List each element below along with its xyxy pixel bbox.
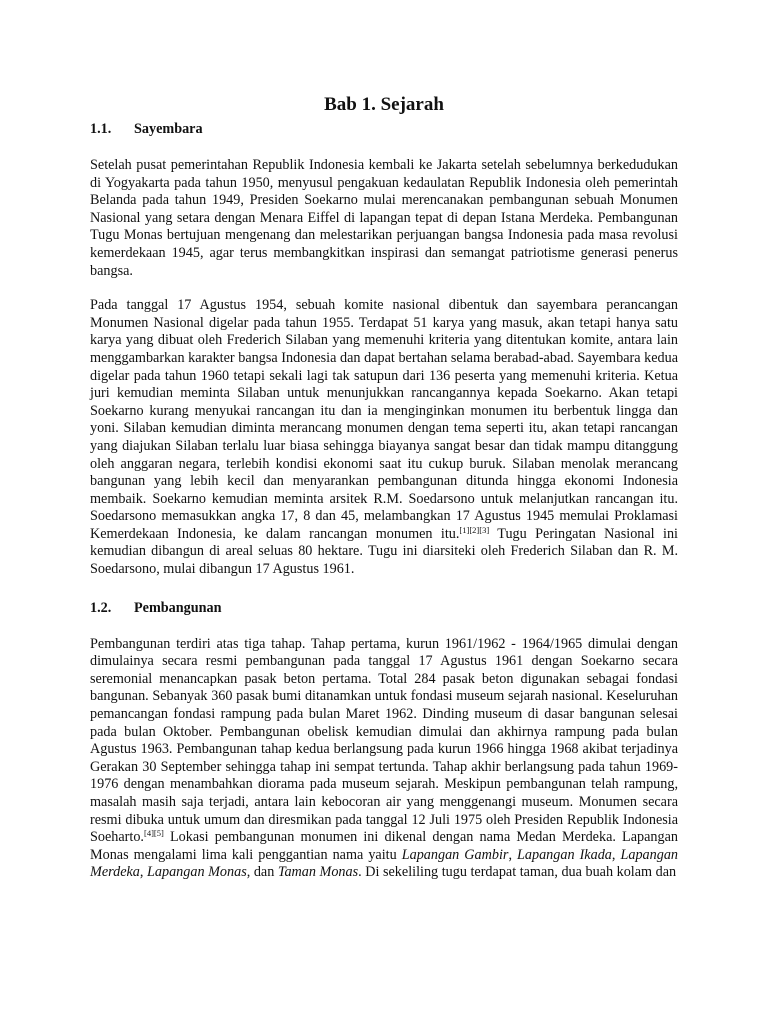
paragraph-text: Lokasi pembangunan monumen ini dikenal dengan nama Medan Merdeka. Lapangan Monas mengalami lima kali penggantian nama yaitu (90, 829, 678, 863)
place-name: Taman Monas (277, 864, 359, 881)
citation-reference[interactable]: [4][5] (143, 828, 164, 839)
separator: , dan (246, 864, 278, 881)
section-title: Sayembara (134, 121, 203, 137)
document-page (90, 92, 678, 882)
paragraph-text: . Di sekeliling tugu terdapat taman, dua buah kolam dan (358, 864, 677, 881)
paragraph-sayembara-1: Setelah pusat pemerintahan Republik Indonesia kembali ke Jakarta setelah sebelumnya berkedudukan di Yogyakarta pada tahun 1950, menyusul pengakuan kedaulatan Republik Indonesia oleh pemerintah Belanda pada tahun 1949, Presiden Soekarno mulai merencanakan pembangunan sebuah Monumen Nasional yang setara dengan Menara Eiffel di lapangan tepat di depan Istana Merdeka. Pembangunan Tugu Monas bertujuan mengenang dan melestarikan perjuangan bangsa Indonesia pada masa revolusi kemerdekaan 1945, agar terus membangkitkan inspirasi dan semangat patriotisme generasi penerus bangsa. (90, 157, 678, 279)
paragraph-sayembara-2 (90, 297, 678, 579)
place-name: Lapangan Ikada (517, 846, 612, 863)
place-name: Lapangan Gambir (401, 846, 509, 863)
paragraph-pembangunan-1 (90, 636, 678, 882)
chapter-title: Bab 1. Sejarah (324, 94, 444, 115)
place-name: Lapangan Merdeka (90, 846, 679, 881)
citation-reference[interactable]: [1][2][3] (459, 524, 490, 535)
section-heading-sayembara (90, 119, 678, 139)
separator: , (139, 864, 147, 881)
paragraph-text: Pada tanggal 17 Agustus 1954, sebuah komite nasional dibentuk dan sayembara perancangan Monumen Nasional digelar pada tahun 1955. Terdapat 51 karya yang masuk, akan tetapi hanya satu karya yang dibuat oleh Frederich Silaban yang memenuhi kriteria yang ditentukan komite, antara lain menggambarkan karakter bangsa Indonesia dan dapat bertahan selama berabad-abad. Sayembara kedua digelar pada tahun 1960 tetapi sekali lagi tak satupun dari 136 peserta yang memenuhi kriteria. Ketua juri kemudian meminta Silaban untuk menunjukkan rancangannya kepada Soekarno. Akan tetapi Soekarno kurang menyukai rancangan itu dan ia menginginkan monumen itu berbentuk lingga dan yoni. Silaban kemudian diminta merancang monumen dengan tema seperti itu, akan tetapi rancangan yang diajukan Silaban terlalu luar biasa sehingga biayanya sangat besar dan tidak mampu ditanggung oleh anggaran negara, terlebih kondisi ekonomi saat itu cukup buruk. Silaban menolak merancang bangunan yang lebih kecil dan menyarankan pembangunan ditunda hingga ekonomi Indonesia membaik. Soekarno kemudian meminta arsitek R.M. Soedarsono untuk melanjutkan rancangan itu. Soedarsono memasukkan angka 17, 8 dan 45, melambangkan 17 Agustus 1945 memulai Proklamasi Kemerdekaan Indonesia, ke dalam rancangan monumen itu. (90, 297, 678, 542)
section-number: 1.1. (90, 121, 112, 137)
separator: , (508, 846, 518, 863)
separator: , (611, 846, 621, 863)
place-name: Lapangan Monas (147, 864, 247, 881)
section-heading-pembangunan (90, 598, 678, 618)
paragraph-text: Pembangunan terdiri atas tiga tahap. Tahap pertama, kurun 1961/1962 - 1964/1965 dimulai dengan dimulainya secara resmi pembangunan pada tanggal 17 Agustus 1961 dengan Soekarno secara seremonial menancapkan pasak beton pertama. Total 284 pasak beton digunakan sebagai fondasi bangunan. Sebanyak 360 pasak bumi ditanamkan untuk fondasi museum sejarah nasional. Keseluruhan pemancangan fondasi rampung pada bulan Maret 1962. Dinding museum di dasar bangunan selesai pada bulan Oktober. Pembangunan obelisk kemudian dimulai dan akhirnya rampung pada bulan Agustus 1963. Pembangunan tahap kedua berlangsung pada kurun 1966 hingga 1968 akibat terjadinya Gerakan 30 September sehingga tahap ini sempat tertunda. Tahap akhir berlangsung pada tahun 1969-1976 dengan menambahkan diorama pada museum sejarah. Meskipun pembangunan telah rampung, masalah masih saja terjadi, antara lain kebocoran air yang menggenangi museum. Monumen secara resmi dibuka untuk umum dan diresmikan pada tanggal 12 Juli 1975 oleh Presiden Republik Indonesia Soeharto. (90, 635, 678, 846)
section-number: 1.2. (90, 599, 112, 616)
paragraph-text: Tugu Peringatan Nasional ini kemudian dibangun di areal seluas 80 hektare. Tugu ini diarsiteki oleh Frederich Silaban dan R. M. Soedarsono, mulai dibangun 17 Agustus 1961. (90, 525, 678, 578)
section-title: Pembangunan (134, 599, 222, 616)
